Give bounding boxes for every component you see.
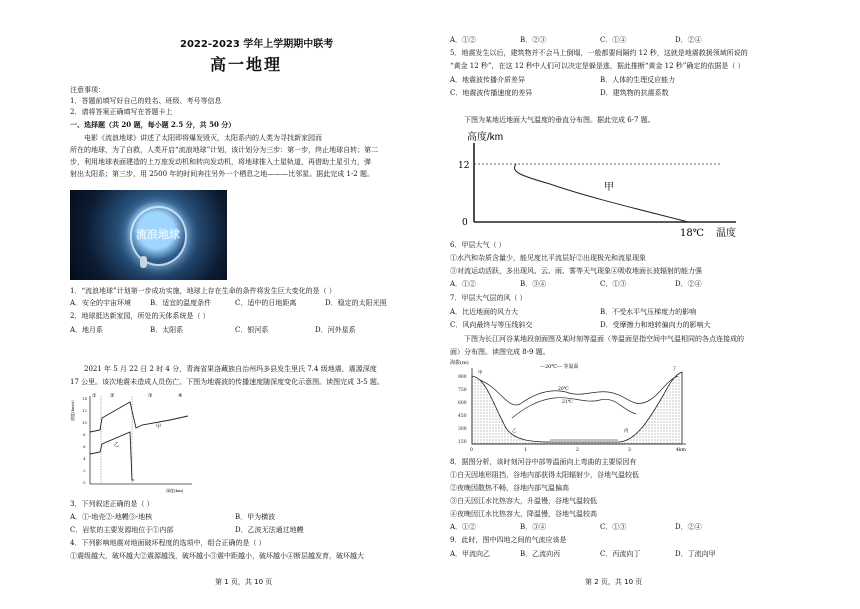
q7-option-d: D．受摩擦力和地转偏向力的影响大 bbox=[600, 321, 711, 329]
q1-option-b: B．适宜的温度条件 bbox=[150, 299, 212, 307]
q3-option-c: C．岩浆的主要发源地位于①内部 bbox=[70, 526, 174, 534]
movie-intro-line-3: 步，利用地球表面建造的上万座发动机和转向发动机，将地球推入土星轨道，再借助土星引力，弹 bbox=[70, 158, 371, 166]
river bbox=[550, 439, 618, 442]
valley-ytick-900: 900 bbox=[458, 375, 467, 380]
note-2: 2．请将答案正确填写在答题卡上 bbox=[70, 108, 173, 116]
q8-line-1: ①白天因地形阻挡，谷地内部获得太阳辐射少，谷地气温较低 bbox=[450, 471, 639, 479]
valley-ytick-300: 300 bbox=[458, 427, 467, 432]
q5-option-c: C．地震波传播速度的差异 bbox=[450, 89, 533, 97]
wave-ytick-10: 10 bbox=[82, 420, 88, 425]
q8-option-d: D．②④ bbox=[675, 523, 702, 531]
isotherm-label-20: 20℃ bbox=[558, 387, 569, 392]
q4-option-a: A．①② bbox=[450, 36, 477, 44]
temp-ytick-0: 0 bbox=[462, 218, 468, 228]
q4-statements: ①震级越大，破坏越大②震源越浅，破坏越小③震中距越小，破坏越小④断层越发育，破坏越大 bbox=[70, 552, 364, 560]
layer-label-3: ③ bbox=[148, 393, 153, 399]
q4-option-c: C．①④ bbox=[600, 36, 627, 44]
quake-intro-line-2: 17 公里。该次地震未造成人员伤亡。下图为地震波的传播速度随深度变化示意图。读图完成 3-5 题。 bbox=[70, 378, 384, 386]
q6-option-c: C．①③ bbox=[600, 280, 627, 288]
movie-poster-image bbox=[70, 190, 227, 280]
q2-option-c: C．银河系 bbox=[235, 326, 269, 334]
q7-option-a: A．比近地面的风力大 bbox=[450, 308, 519, 316]
valley-legend: —20℃— 等温面 bbox=[540, 364, 579, 370]
valley-section-chart bbox=[450, 358, 720, 454]
wave-y-axis-label: 速度(km/s) bbox=[70, 400, 75, 421]
q9-option-c: C．丙流向丁 bbox=[600, 550, 641, 558]
q5-option-b: B．人体的生理反应能力 bbox=[600, 76, 676, 84]
seismic-wave-chart bbox=[70, 388, 195, 498]
q6-stem: 6．甲层大气（ ） bbox=[450, 241, 506, 249]
wave-ytick-12: 12 bbox=[82, 408, 88, 413]
wave-ytick-0: 0 bbox=[83, 480, 86, 485]
valley-ytick-600: 600 bbox=[458, 401, 467, 406]
q9-option-a: A．甲流向乙 bbox=[450, 550, 491, 558]
temp-region-label: 甲 bbox=[604, 182, 614, 193]
isotherm-21 bbox=[512, 398, 636, 418]
q5-option-d: D．建筑物的抗震系数 bbox=[600, 89, 669, 97]
valley-y-axis-label: 海拔(m) bbox=[450, 360, 469, 366]
isotherm-20 bbox=[480, 376, 678, 405]
wave-curve-yi bbox=[90, 432, 134, 480]
wave-ytick-8: 8 bbox=[83, 432, 86, 437]
valley-intro-line-1: 下图为长江河谷某地段剖面图及某时刻等温面（等温面是指空间中气温相同的各点连接成的 bbox=[464, 335, 744, 343]
q2-option-b: B．太阳系 bbox=[150, 326, 184, 334]
atmosphere-intro: 下图为某地近地面大气温度的垂直分布图。据此完成 6-7 题。 bbox=[464, 116, 655, 124]
layer-label-2: ② bbox=[110, 393, 115, 399]
valley-xtick-0: 0 bbox=[470, 448, 473, 453]
movie-intro-line-1: 电影《流浪地球》讲述了太阳即将爆发毁灭，太阳系内的人类为寻找新家园而 bbox=[84, 134, 322, 142]
point-ding: 丁 bbox=[672, 367, 677, 372]
q2-stem: 2．地球抵达新家园，所处的天体系统是（ ） bbox=[70, 312, 210, 320]
layer-label-4: ④ bbox=[178, 393, 183, 399]
q7-stem: 7．甲层大气层的风（ ） bbox=[450, 294, 527, 302]
movie-poster-title: 流浪地球 bbox=[135, 228, 180, 241]
wave-ytick-2: 2 bbox=[83, 468, 86, 473]
wave-x-axis-label: 深度(km) bbox=[166, 488, 184, 493]
q5-stem: 5．地震发生以后，建筑物并不会马上倒塌，一般都要间隔约 12 秒，这就是地震救援领域所说的 bbox=[450, 49, 748, 57]
note-1: 1．答题前填写好自己的姓名、班级、考号等信息 bbox=[70, 97, 222, 105]
point-bing: 丙 bbox=[624, 429, 629, 434]
wave-label-jia: 甲 bbox=[156, 424, 162, 430]
astronaut-figure bbox=[140, 256, 147, 268]
q8-line-4: ④夜晚因江水比热容大，降温慢，谷地气温较高 bbox=[450, 510, 597, 518]
wave-label-yi: 乙 bbox=[114, 442, 120, 448]
q6-option-a: A．①② bbox=[450, 280, 477, 288]
isotherm-label-21: 21℃ bbox=[562, 400, 573, 405]
q3-option-b: B．甲为横波 bbox=[235, 513, 276, 521]
q8-option-c: C．①③ bbox=[600, 523, 627, 531]
q3-option-d: D．乙波无法通过地幔 bbox=[235, 526, 304, 534]
quake-intro-line-1: 2021 年 5 月 22 日 2 时 4 分，青海省果洛藏族自治州玛多县发生里氏 7.4 级地震，震源深度 bbox=[84, 365, 377, 373]
q2-option-d: D．河外星系 bbox=[315, 326, 356, 334]
valley-xtick-2: 2 bbox=[576, 448, 579, 453]
q1-option-c: C．适中的日地距离 bbox=[235, 299, 297, 307]
q1-stem: 1．“流浪地球”计划第一步成功实施，地球上存在生命的条件将发生巨大变化的是（ ） bbox=[70, 287, 336, 295]
temp-ytick-12: 12 bbox=[458, 161, 470, 171]
q6-line-1: ①水汽和杂质含量少，能见度比平流层好②出现极光和流星现象 bbox=[450, 254, 646, 262]
right-page bbox=[450, 0, 815, 609]
temp-y-axis-label: 高度/km bbox=[467, 132, 504, 143]
valley-ytick-450: 450 bbox=[458, 414, 467, 419]
q5-stem-2: “黄金 12 秒”，在这 12 秒中人们可以决定是躲是逃，据此推断“黄金 12 秒”确定的依据是（ ） bbox=[450, 62, 745, 70]
wave-curve-jia bbox=[90, 402, 188, 432]
footer-right: 第 2 页，共 10 页 bbox=[585, 578, 643, 586]
valley-ytick-750: 750 bbox=[458, 388, 467, 393]
valley-xtick-1: 1 bbox=[524, 448, 527, 453]
q6-line-2: ③对流运动活跃，多出现风、云、雨、雾等天气现象④吸收地面长波辐射的能力强 bbox=[450, 267, 702, 275]
q6-option-b: B．③④ bbox=[520, 280, 547, 288]
q8-option-a: A．①② bbox=[450, 523, 477, 531]
temperature-profile-chart bbox=[450, 128, 770, 238]
q6-option-d: D．②④ bbox=[675, 280, 702, 288]
movie-intro-line-2: 所在的地球，为了自救，人类开启“流浪地球”计划，该计划分为三步：第一步，终止地球自转；第二 bbox=[70, 146, 379, 154]
q9-stem: 9．此时，图中四地之间的气流应该是 bbox=[450, 536, 567, 544]
q8-option-b: B．③④ bbox=[520, 523, 547, 531]
q4-option-b: B．②③ bbox=[520, 36, 547, 44]
point-yi: 乙 bbox=[512, 429, 517, 434]
q9-option-d: D．丁流向甲 bbox=[675, 550, 716, 558]
q1-option-a: A．安全的宇宙环境 bbox=[70, 299, 132, 307]
notes-title: 注意事项： bbox=[70, 86, 105, 94]
q5-option-a: A．地震波传播介质差异 bbox=[450, 76, 526, 84]
wave-ytick-14: 14 bbox=[82, 396, 88, 401]
temperature-curve bbox=[514, 164, 688, 222]
q4-stem: 4．下列影响地震对地面破坏程度的选项中，组合正确的是（ ） bbox=[70, 539, 266, 547]
temp-x-axis-label: 温度 bbox=[716, 228, 736, 238]
q8-line-3: ③白天因江水比热容大，升温慢，谷地气温较低 bbox=[450, 497, 597, 505]
wave-ytick-4: 4 bbox=[83, 456, 86, 461]
footer-left: 第 1 页，共 10 页 bbox=[215, 578, 273, 586]
valley-xtick-3: 3 bbox=[628, 448, 631, 453]
movie-intro-line-4: 射出太阳系；第三步，用 2500 年的时间奔往另外一个栖息之地———比邻星。据此完成 1-2 题。 bbox=[70, 170, 374, 178]
valley-xtick-4: 4km bbox=[676, 448, 686, 453]
section-heading: 一、选择题（共 20 题，每小题 2.5 分，共 50 分） bbox=[70, 120, 236, 129]
layer-label-1: ① bbox=[92, 393, 97, 399]
temp-x-value: 18℃ bbox=[680, 228, 704, 238]
q9-option-b: B．乙流向丙 bbox=[520, 550, 561, 558]
page-title: 高一地理 bbox=[210, 55, 283, 74]
left-page bbox=[70, 0, 435, 609]
valley-ytick-150: 150 bbox=[458, 440, 467, 445]
q2-option-a: A．地月系 bbox=[70, 326, 104, 334]
valley-terrain bbox=[472, 372, 682, 444]
q8-line-2: ②夜晚因散热不畅，谷地内部气温偏高 bbox=[450, 484, 569, 492]
exam-line: 2022-2023 学年上学期期中联考 bbox=[180, 39, 334, 50]
q4-option-d: D．②④ bbox=[675, 36, 702, 44]
point-jia: 甲 bbox=[478, 371, 483, 376]
q7-option-b: B．不受水平气压梯度力的影响 bbox=[600, 308, 697, 316]
q1-option-d: D．稳定的太阳光照 bbox=[325, 299, 387, 307]
q7-option-c: C．风向最终与等压线斜交 bbox=[450, 321, 533, 329]
q8-stem: 8．据图分析，该时刻河谷中部等温面向上弯曲的主要原因有 bbox=[450, 458, 637, 466]
q3-stem: 3．下列叙述正确的是（ ） bbox=[70, 500, 154, 508]
wave-ytick-6: 6 bbox=[83, 444, 86, 449]
q3-option-a: A．①-地壳②-地幔③-地核 bbox=[70, 513, 153, 521]
valley-intro-line-2: 面）分布图。读图完成 8-9 题。 bbox=[450, 348, 550, 356]
